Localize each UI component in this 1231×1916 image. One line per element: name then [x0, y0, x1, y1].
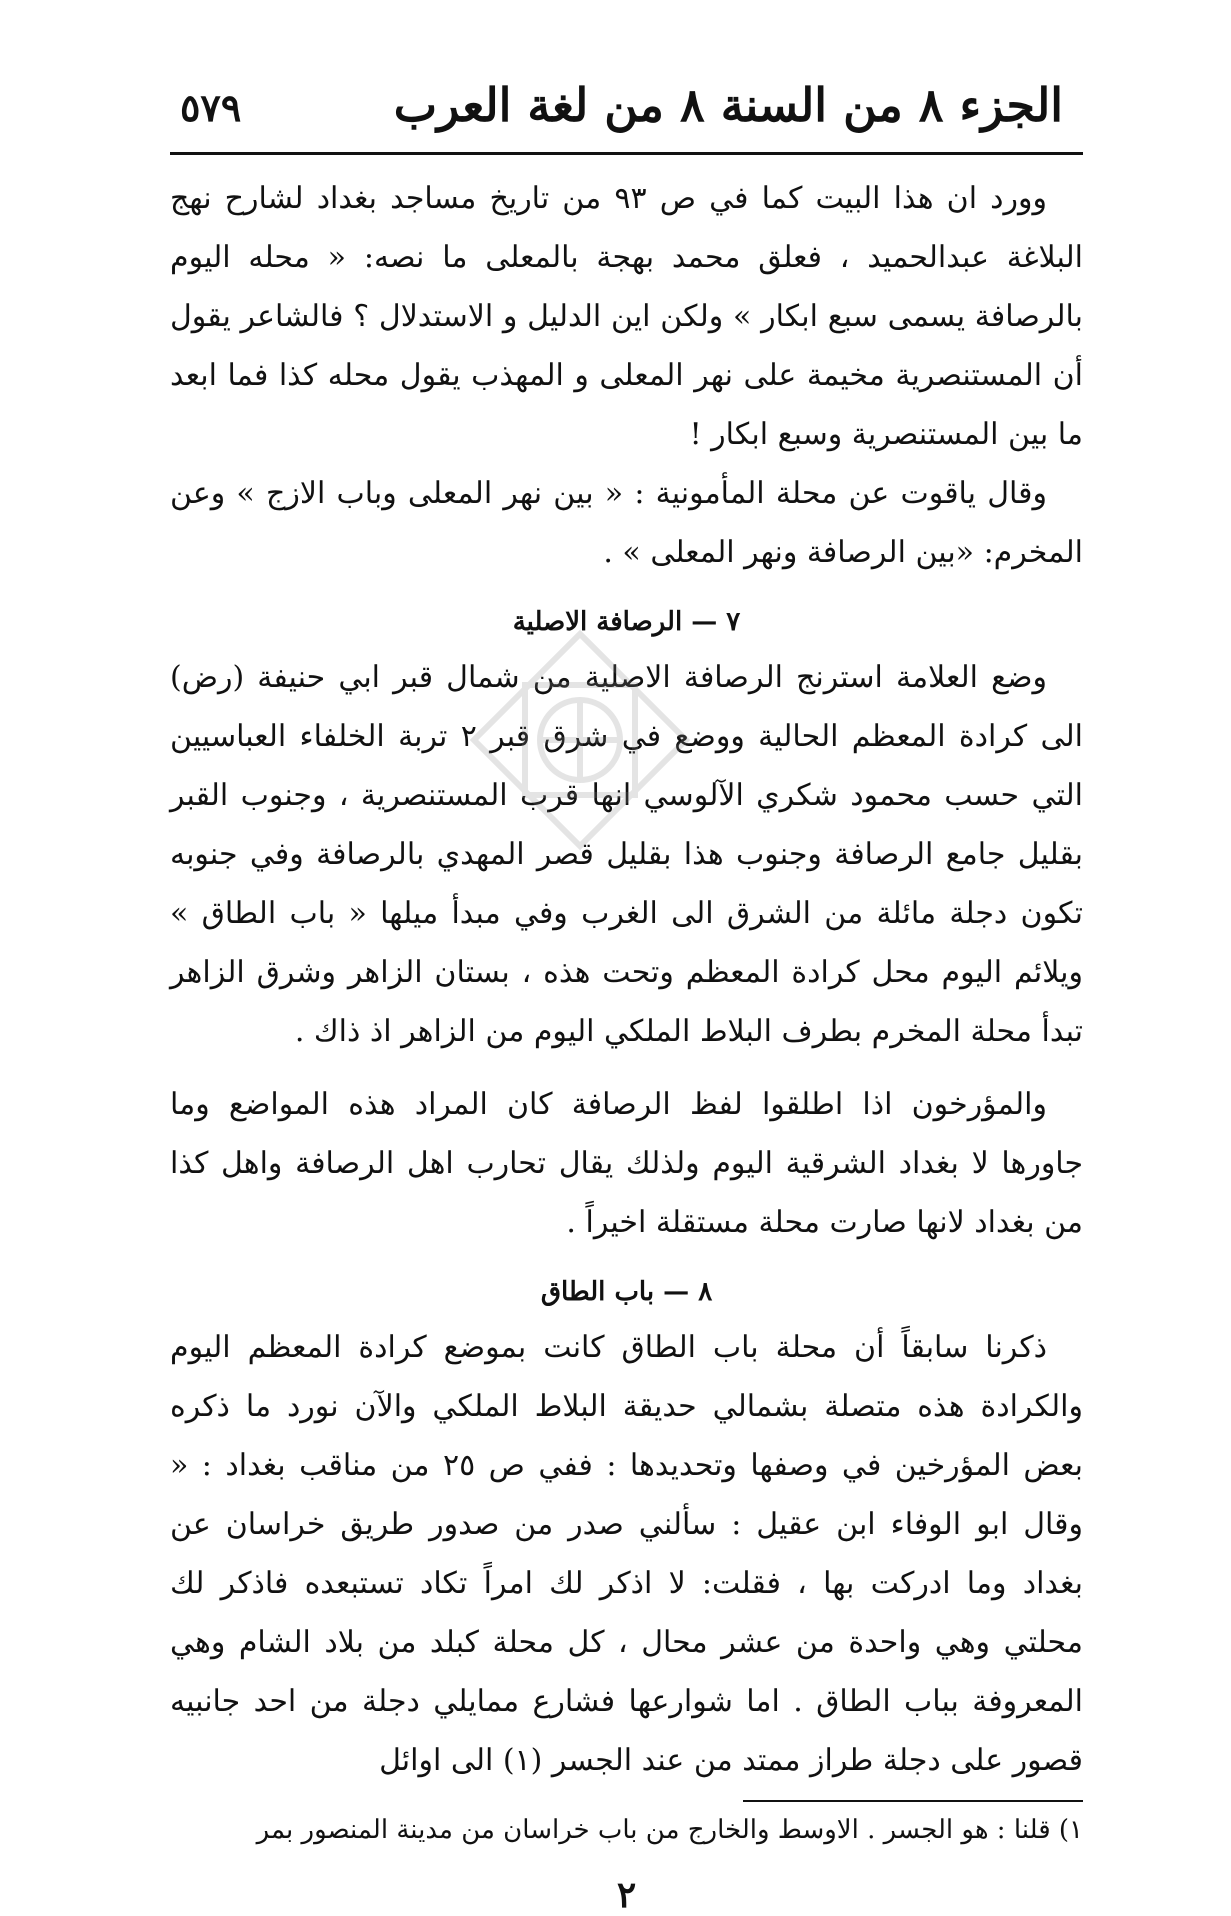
journal-title: الجزء ٨ من السنة ٨ من لغة العرب [393, 78, 1063, 132]
body-paragraph: ذكرنا سابقاً أن محلة باب الطاق كانت بموضع كرادة المعظم اليوم والكرادة هذه متصلة بشمالي حديقة البلاط الملكي والآن نورد ما ذكره بعض المؤرخين في وصفها وتحديدها : ففي ص ٢٥ من مناقب بغداد : « وقال ابو الوفاء ابن عقيل : سألني صدر من صدور طريق خراسان عن بغداد وما ادركت بها ، فقلت: لا اذكر لك امراً تكاد تستبعده فاذكر لك محلتي وهي واحدة من عشر محال ، كل محلة كبلد من بلاد الشام وهي المعروفة بباب الطاق . اما شوارعها فشارع ممايلي دجلة من احد جانبيه قصور على دجلة طراز ممتد من عند الجسر (١) الى اوائل [170, 1330, 1083, 1778]
footnote: ١) قلنا : هو الجسر . الاوسط والخارج من باب خراسان من مدينة المنصور بمر [256, 1815, 1083, 1845]
footnote-rule [743, 1800, 1083, 1802]
body-paragraph: وورد ان هذا البيت كما في ص ٩٣ من تاريخ مساجد بغداد لشارح نهج البلاغة عبدالحميد ، فعلق محمد بهجة بالمعلى ما نصه: « محله اليوم بالرصافة يسمى سبع ابكار » ولكن اين الدليل و الاستدلال ؟ فالشاعر يقول أن المستنصرية مخيمة على نهر المعلى و المهذب يقول محله كذا فما ابعد ما بين المستنصرية وسبع ابكار ! [170, 181, 1083, 452]
section-heading: ٧ — الرصافة الاصلية [512, 607, 741, 637]
paragraph-gap [170, 1061, 1083, 1075]
body-paragraph: والمؤرخون اذا اطلقوا لفظ الرصافة كان المراد هذه المواضع وما جاورها لا بغداد الشرقية اليوم ولذلك يقال تحارب اهل الرصافة واهل كذا من بغداد لانها صارت محلة مستقلة اخيراً . [170, 1087, 1083, 1240]
body-paragraph: وضع العلامة استرنج الرصافة الاصلية من شمال قبر ابي حنيفة (رض) الى كرادة المعظم الحالية ووضع في شرق قبر ٢ تربة الخلفاء العباسيين التي حسب محمود شكري الآلوسي انها قرب المستنصرية ، وجنوب القبر بقليل جامع الرصافة وجنوب هذا بقليل قصر المهدي بالرصافة وفي جنوبه تكون دجلة مائلة من الشرق الى الغرب وفي مبدأ ميلها « باب الطاق » ويلائم اليوم محل كرادة المعظم وتحت هذه ، بستان الزاهر وشرق الزاهر تبدأ محلة المخرم بطرف البلاط الملكي اليوم من الزاهر اذ ذاك . [170, 660, 1083, 1049]
header-rule [170, 152, 1083, 155]
body-paragraph: وقال ياقوت عن محلة المأمونية : « بين نهر المعلى وباب الازج » وعن المخرم: «بين الرصافة ونهر المعلى » . [170, 476, 1083, 570]
signature-mark: ٢ [616, 1874, 637, 1916]
page-number: ٥٧٩ [180, 85, 242, 130]
section-heading: ٨ — باب الطاق [540, 1277, 713, 1307]
running-header [170, 78, 1083, 148]
